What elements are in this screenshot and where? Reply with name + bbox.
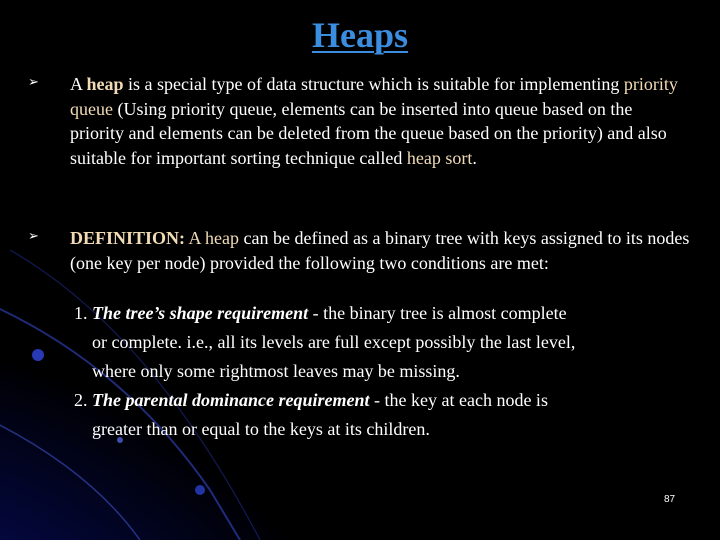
- arrowhead-bullet-icon: ➢: [28, 75, 39, 90]
- term-heap: heap: [86, 74, 124, 94]
- definition-label: DEFINITION:: [70, 228, 186, 248]
- bullet-text: [70, 72, 690, 170]
- condition-text: - the key at each node is: [369, 390, 548, 410]
- text-segment: .: [472, 147, 477, 168]
- term-heap: heap: [205, 228, 240, 248]
- condition-number: 1.: [74, 303, 88, 323]
- text-segment: is a special type of data structure which is suitable for implementing: [123, 74, 624, 94]
- text-segment: (Using priority queue, elements can be inserted into queue based on the priority and elements can be deleted from the queue based on the priority) and also suitable for important sorting technique called: [70, 98, 667, 168]
- condition-number: 2.: [74, 390, 88, 410]
- page-number: 87: [664, 494, 676, 505]
- condition-line: [74, 386, 674, 415]
- term-priority-queue: priority queue: [70, 74, 678, 119]
- condition-parental: [74, 386, 674, 444]
- text-segment: A: [70, 74, 87, 94]
- term-heap-sort: heap sort: [406, 147, 473, 168]
- condition-text: - the binary tree is almost complete: [308, 303, 567, 323]
- condition-line: [74, 299, 674, 328]
- condition-name: The parental dominance requirement: [92, 390, 370, 410]
- text-segment: A: [185, 228, 206, 248]
- condition-shape: [74, 299, 674, 386]
- condition-name: The tree’s shape requirement: [92, 303, 309, 323]
- slide-title: Heaps: [311, 15, 408, 55]
- bullet-text: [70, 226, 690, 275]
- condition-text: or complete. i.e., all its levels are full except possibly the last level,: [92, 332, 576, 352]
- arrowhead-bullet-icon: ➢: [28, 229, 39, 244]
- condition-text: where only some rightmost leaves may be missing.: [92, 361, 460, 381]
- condition-text: greater than or equal to the keys at its children.: [92, 419, 430, 439]
- text-segment: can be defined as a binary tree with keys assigned to its nodes (one key per node) provided the following two conditions are met:: [70, 228, 690, 273]
